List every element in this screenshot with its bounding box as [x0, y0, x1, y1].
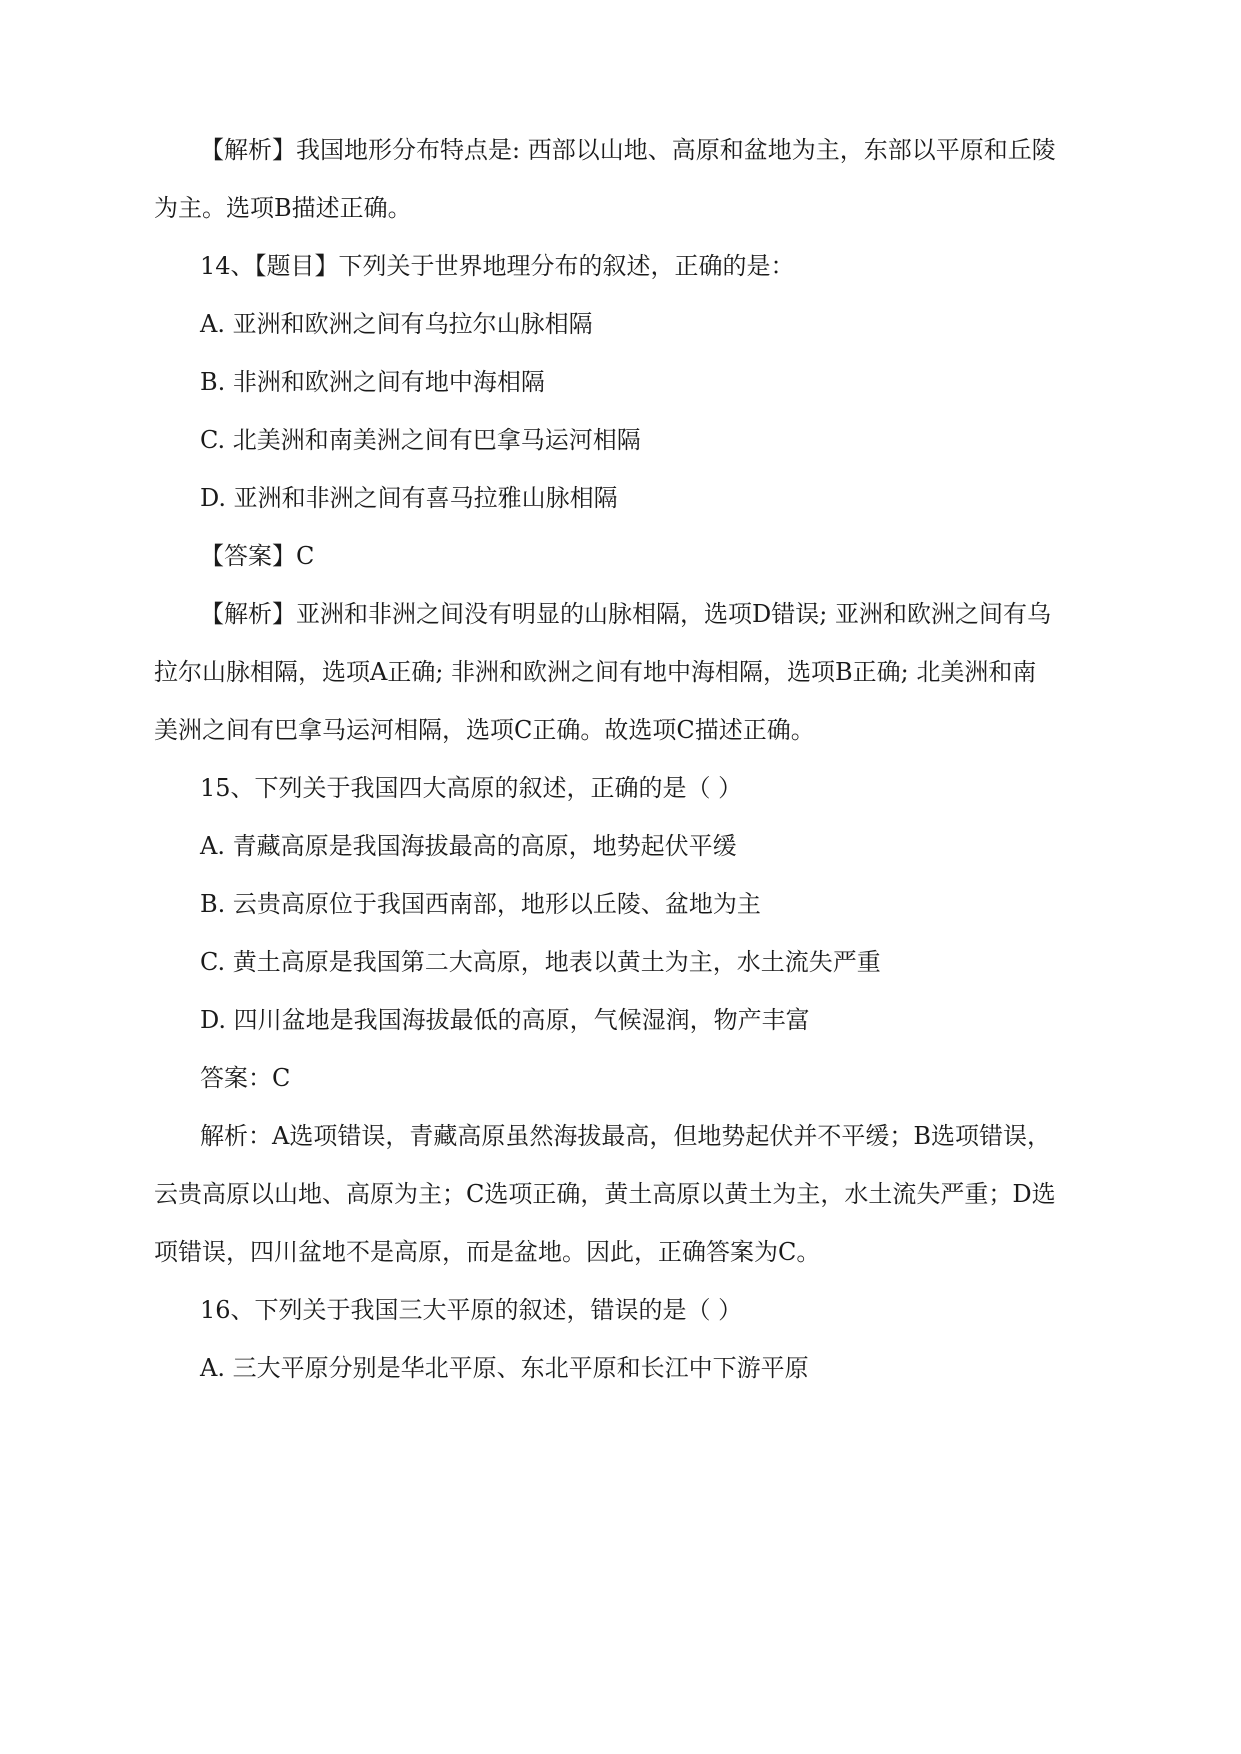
q14-explanation-line-3: 美洲之间有巴拿马运河相隔，选项C正确。故选项C描述正确。 [154, 716, 815, 744]
q15-option-d: D. 四川盆地是我国海拔最低的高原，气候湿润，物产丰富 [200, 1006, 810, 1034]
q16-option-a: A. 三大平原分别是华北平原、东北平原和长江中下游平原 [200, 1354, 809, 1382]
q15-explanation-line-1: 解析：A选项错误，青藏高原虽然海拔最高，但地势起伏并不平缓；B选项错误， [200, 1122, 1051, 1150]
q14-explanation-line-2: 拉尔山脉相隔，选项A正确; 非洲和欧洲之间有地中海相隔，选项B正确; 北美洲和南 [154, 658, 1037, 686]
q14-option-b: B. 非洲和欧洲之间有地中海相隔 [200, 368, 545, 396]
q15-answer: 答案：C [200, 1064, 291, 1092]
q15-explanation-line-2: 云贵高原以山地、高原为主；C选项正确，黄土高原以黄土为主，水土流失严重；D选 [154, 1180, 1056, 1208]
q14-option-d: D. 亚洲和非洲之间有喜马拉雅山脉相隔 [200, 484, 618, 512]
q14-option-c: C. 北美洲和南美洲之间有巴拿马运河相隔 [200, 426, 641, 454]
q16-stem: 16、下列关于我国三大平原的叙述，错误的是（ ） [200, 1296, 743, 1324]
q14-stem: 14、【题目】下列关于世界地理分布的叙述，正确的是： [200, 252, 795, 280]
q13-explanation-line-2: 为主。选项B描述正确。 [154, 194, 412, 222]
q15-option-b: B. 云贵高原位于我国西南部，地形以丘陵、盆地为主 [200, 890, 761, 918]
q15-explanation-line-3: 项错误，四川盆地不是高原，而是盆地。因此，正确答案为C。 [154, 1238, 821, 1266]
q14-option-a: A. 亚洲和欧洲之间有乌拉尔山脉相隔 [200, 310, 593, 338]
q15-option-c: C. 黄土高原是我国第二大高原，地表以黄土为主，水土流失严重 [200, 948, 881, 976]
q14-answer: 【答案】C [200, 542, 315, 570]
q15-option-a: A. 青藏高原是我国海拔最高的高原，地势起伏平缓 [200, 832, 737, 860]
q13-explanation-line-1: 【解析】我国地形分布特点是: 西部以山地、高原和盆地为主，东部以平原和丘陵 [200, 136, 1056, 164]
q14-explanation-line-1: 【解析】亚洲和非洲之间没有明显的山脉相隔，选项D错误; 亚洲和欧洲之间有乌 [200, 600, 1051, 628]
q15-stem: 15、下列关于我国四大高原的叙述，正确的是（ ） [200, 774, 743, 802]
